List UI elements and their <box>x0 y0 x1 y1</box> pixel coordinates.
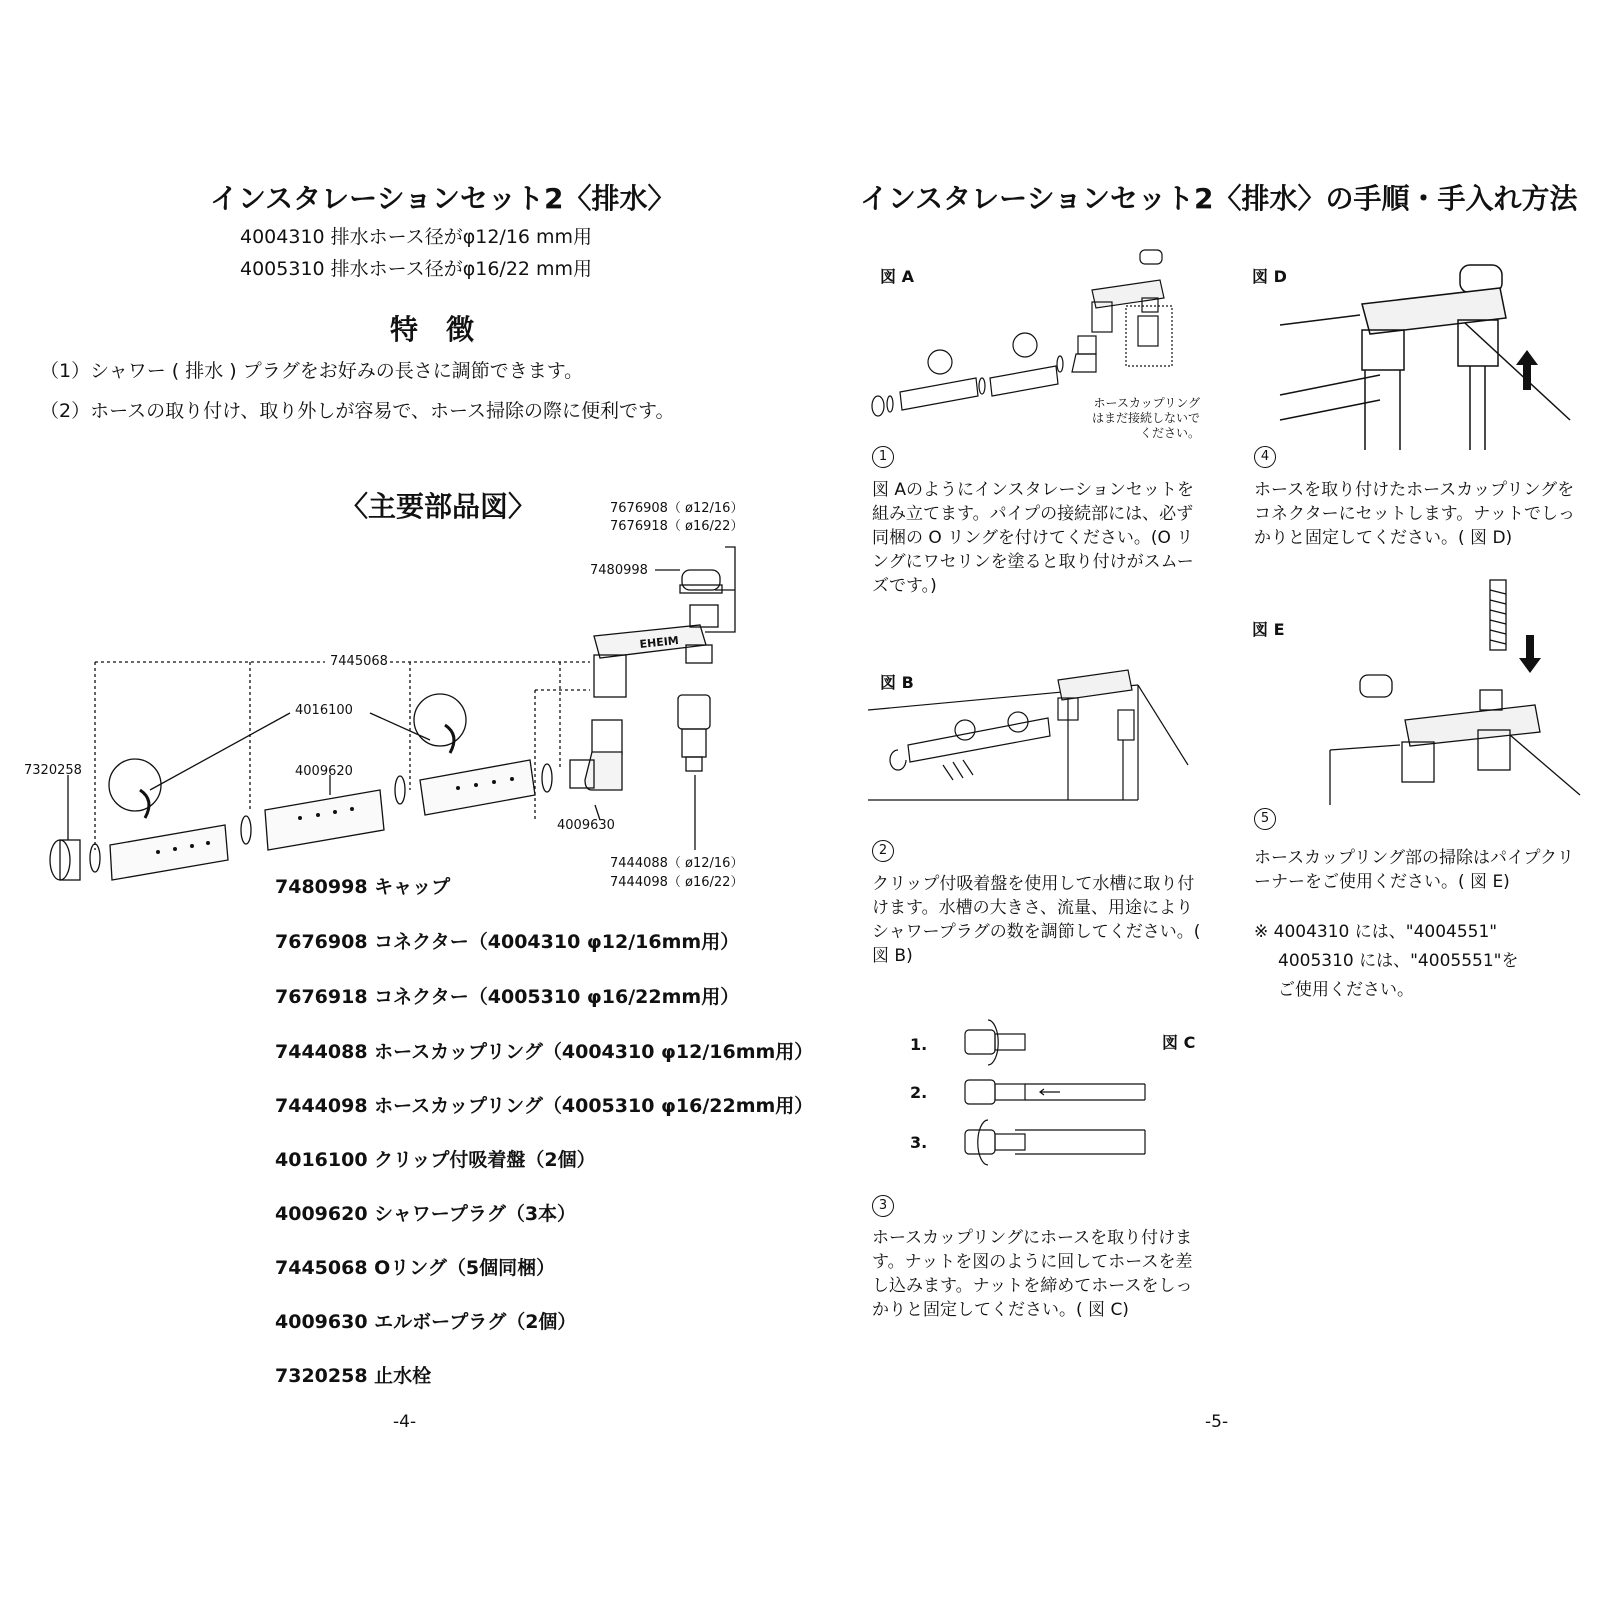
figure-b-label: 図 B <box>880 673 914 692</box>
figure-c-step-2: 2. <box>910 1083 928 1102</box>
eheim-logo: EHEIM <box>638 633 680 651</box>
parts-list-item-3: 7676918 コネクター（4005310 φ16/22mm用） <box>275 986 740 1008</box>
step-4-text: ホースを取り付けたホースカップリングをコネクターにセットします。ナットでしっかりと固定してください。( 図 D) <box>1254 480 1575 548</box>
label-connector-1: 7676908（ ø12/16） <box>610 501 744 516</box>
page-number-left: -4- <box>393 1412 417 1432</box>
parts-list-item-7: 4009620 シャワープラグ（3本） <box>275 1203 577 1225</box>
fig-a-note-line-1: ホースカップリング <box>1093 396 1200 410</box>
label-cap: 7480998 <box>590 563 648 578</box>
parts-list-item-1: 7480998 キャップ <box>275 876 451 898</box>
label-oring: 7445068 <box>330 654 388 669</box>
left-page-title: インスタレーションセット2〈排水〉 <box>210 182 676 215</box>
figure-c-label: 図 C <box>1162 1033 1196 1052</box>
step-1-marker: 1 <box>872 446 894 468</box>
parts-list-item-2: 7676908 コネクター（4004310 φ12/16mm用） <box>275 931 740 953</box>
right-page-title: インスタレーションセット2〈排水〉の手順・手入れ方法 <box>860 182 1578 215</box>
parts-diagram <box>0 0 800 900</box>
step-4-marker: 4 <box>1254 446 1276 468</box>
figure-a-label: 図 A <box>880 267 914 286</box>
figure-c-step-3: 3. <box>910 1133 928 1152</box>
figure-b-drawing <box>868 650 1208 810</box>
step-2-marker: 2 <box>872 840 894 862</box>
label-clip: 4016100 <box>295 703 353 718</box>
figure-d-label: 図 D <box>1252 267 1287 286</box>
fig-a-note-line-3: ください。 <box>1139 426 1200 440</box>
figure-d-drawing <box>1280 260 1580 460</box>
note-line-1: ※ 4004310 には、"4004551" <box>1254 922 1498 942</box>
parts-list-item-10: 7320258 止水栓 <box>275 1365 432 1387</box>
label-connector-2: 7676918（ ø16/22） <box>610 519 744 534</box>
label-shower: 4009620 <box>295 764 353 779</box>
step-5-text: ホースカップリング部の掃除はパイプクリーナーをご使用ください。( 図 E) <box>1254 848 1574 892</box>
parts-list-item-6: 4016100 クリップ付吸着盤（2個） <box>275 1149 596 1171</box>
parts-list-item-8: 7445068 Oリング（5個同梱） <box>275 1257 556 1279</box>
step-3-text: ホースカップリングにホースを取り付けます。ナットを図のように回してホースを差し込みます。ナットを締めてホースをしっかりと固定してください。( 図 C) <box>872 1228 1193 1320</box>
parts-heading: 〈主要部品図〉 <box>340 490 537 523</box>
fig-a-note-line-2: はまだ接続しないで <box>1091 411 1200 425</box>
step-1-text: 図 Aのようにインスタレーションセットを組み立てます。パイプの接続部には、必ず同梱の O リングを付けてください。(O リングにワセリンを塗ると取り付けがスムーズです。) <box>872 480 1194 596</box>
label-elbow: 4009630 <box>557 818 615 833</box>
features-heading: 特 徴 <box>390 313 475 346</box>
step-2-text: クリップ付吸着盤を使用して水槽に取り付けます。水槽の大きさ、流量、用途によりシャワープラグの数を調節してください。( 図 B) <box>872 874 1201 966</box>
note-line-3: ご使用ください。 <box>1278 980 1414 1000</box>
figure-c-step-1: 1. <box>910 1035 928 1054</box>
label-coupling-2: 7444098（ ø16/22） <box>610 875 744 890</box>
parts-list-item-5: 7444098 ホースカップリング（4005310 φ16/22mm用） <box>275 1095 814 1117</box>
figure-e-drawing <box>1330 570 1590 810</box>
page-number-right: -5- <box>1205 1412 1229 1432</box>
feature-item-1: （1）シャワー ( 排水 ) プラグをお好みの長さに調節できます。 <box>40 360 584 382</box>
figure-c-drawing <box>960 1015 1160 1175</box>
figure-e-label: 図 E <box>1252 620 1285 639</box>
label-coupling-1: 7444088（ ø12/16） <box>610 856 744 871</box>
subtitle-4005310: 4005310 排水ホース径がφ16/22 mm用 <box>240 258 593 280</box>
subtitle-4004310: 4004310 排水ホース径がφ12/16 mm用 <box>240 226 593 248</box>
step-3-marker: 3 <box>872 1195 894 1217</box>
label-stopper: 7320258 <box>24 763 82 778</box>
note-line-2: 4005310 には、"4005551"を <box>1278 951 1519 971</box>
parts-list-item-4: 7444088 ホースカップリング（4004310 φ12/16mm用） <box>275 1041 814 1063</box>
step-5-marker: 5 <box>1254 808 1276 830</box>
feature-item-2: （2）ホースの取り付け、取り外しが容易で、ホース掃除の際に便利です。 <box>40 400 675 422</box>
parts-list-item-9: 4009630 エルボープラグ（2個） <box>275 1311 577 1333</box>
